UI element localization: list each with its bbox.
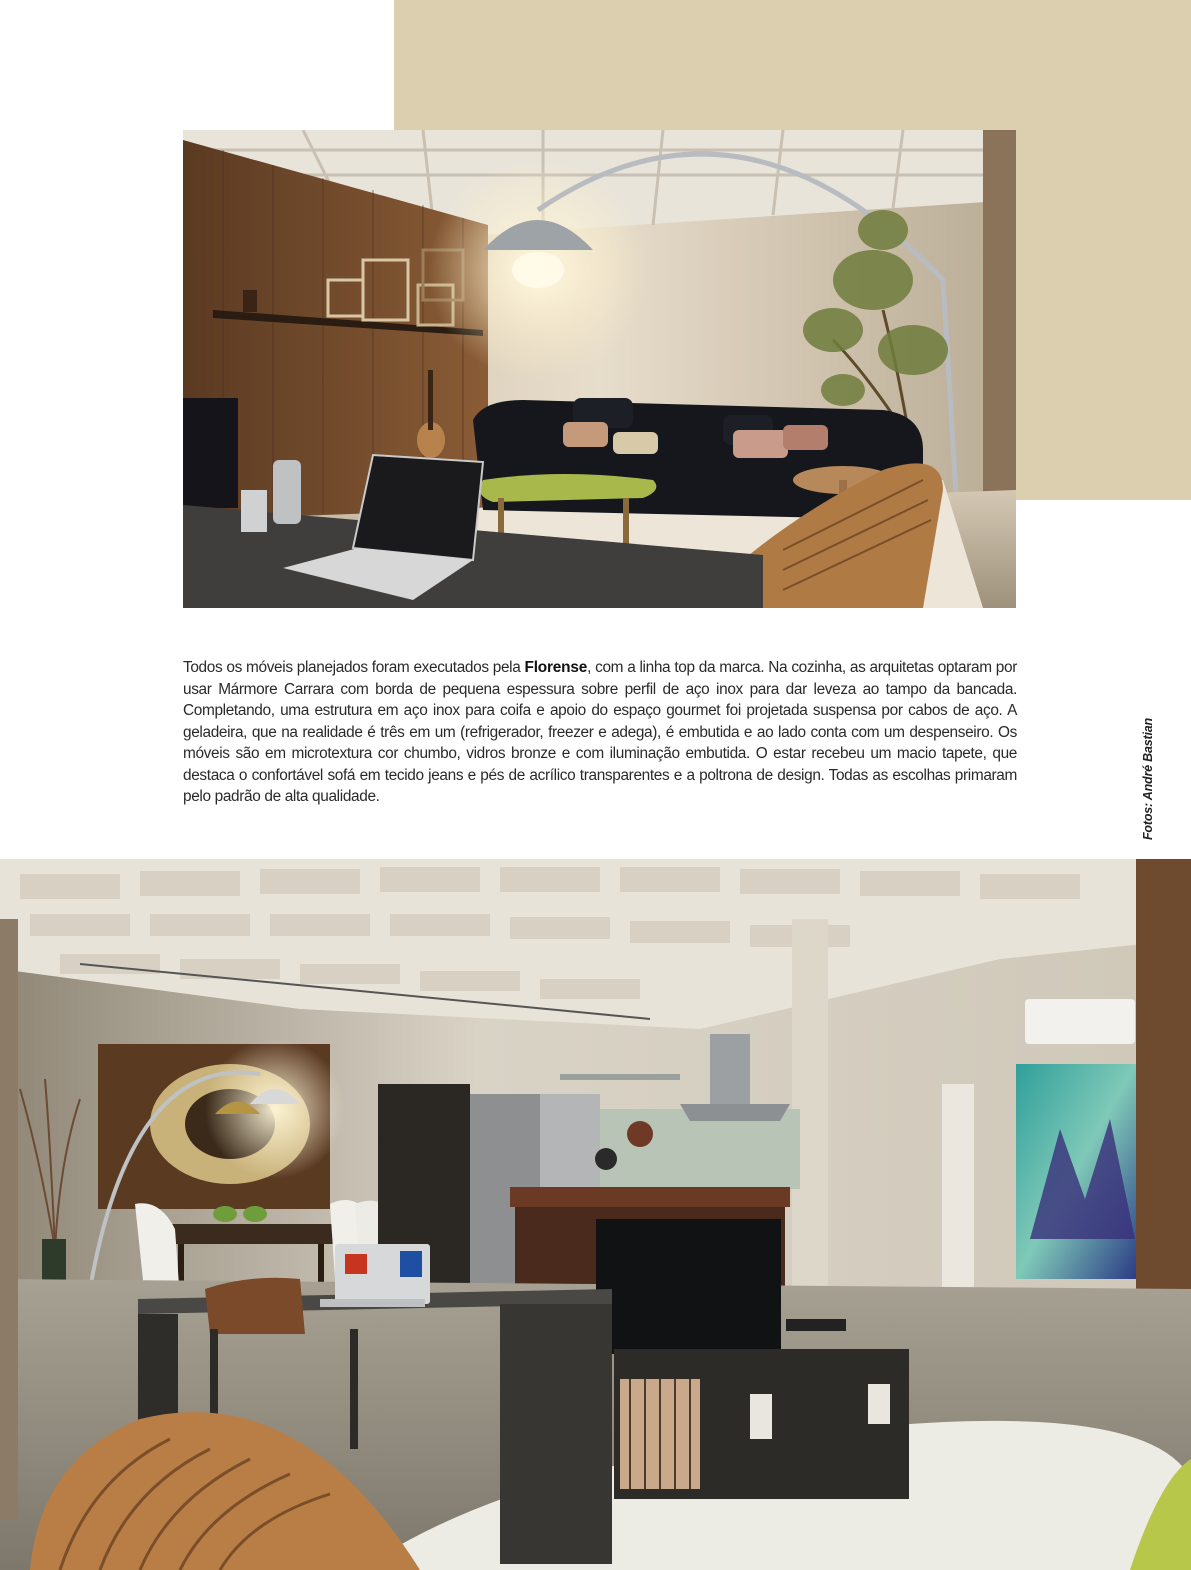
living-room-photo [183,130,1016,608]
photo-credit: Fotos: André Bastian [1141,718,1155,840]
article-text-body: , com a linha top da marca. Na cozinha, as arquitetas optaram por usar Mármore Carrara com borda de pequena espessura sobre perfil de aço inox para dar leveza ao tampo da bancada. Completando, uma estrutura em aço inox para coifa e apoio do espaço gourmet foi projetada suspensa por cabos de aço. A geladeira, que na realidade é três em um (refrigerador, freezer e adega), é embutida e ao lado conta com um despenseiro. Os móveis são em microtextura cor chumbo, vidros bronze e com iluminação embutida. O estar recebeu um macio tapete, que destaca o confortável sofá em tecido jeans e pés de acrílico transparentes e a poltrona de design. Todas as escolhas primaram pelo padrão de alta qualidade. [183,659,1017,805]
brand-name: Florense [524,659,588,676]
open-plan-living-kitchen-photo [0,859,1191,1570]
article-text-intro: Todos os móveis planejados foram executados pela [183,659,525,676]
article-paragraph [183,657,1017,808]
